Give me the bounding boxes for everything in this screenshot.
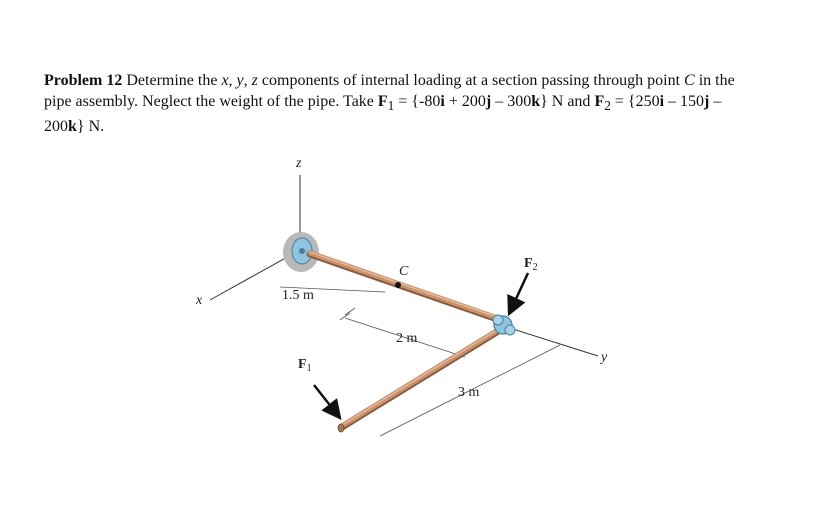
axis-y-label: y (601, 350, 608, 365)
point-c-label: C (399, 264, 409, 279)
dim-label-1: 1.5 m (282, 288, 314, 303)
axis-x-label: x (196, 293, 203, 308)
pipe-end-cap (338, 424, 344, 432)
problem-statement: Problem 12 Determine the x, y, z components of internal loading at a section passing through point C in the pipe assembly. Neglect the weight of the pipe. Take $F_1 = \{-80i + 200j - 300k\}$ N and $F_2 = \{250i - 150j - 200k\}$ N. (44, 72, 735, 136)
force-f1-label: $F_1$ (298, 357, 312, 374)
dim-tick-1 (345, 308, 355, 315)
dim-label-2: 2 m (396, 331, 418, 346)
force-f2-label: $F_2$ (524, 256, 538, 273)
force-f2-arrow (509, 273, 528, 314)
flange-bolt-icon (299, 248, 305, 254)
axis-z-label: z (296, 156, 302, 171)
force-f1-arrow (314, 385, 340, 418)
dim-label-3: 3 m (458, 385, 480, 400)
problem-heading: Problem 12 (44, 72, 123, 89)
point-c-marker (395, 282, 401, 288)
